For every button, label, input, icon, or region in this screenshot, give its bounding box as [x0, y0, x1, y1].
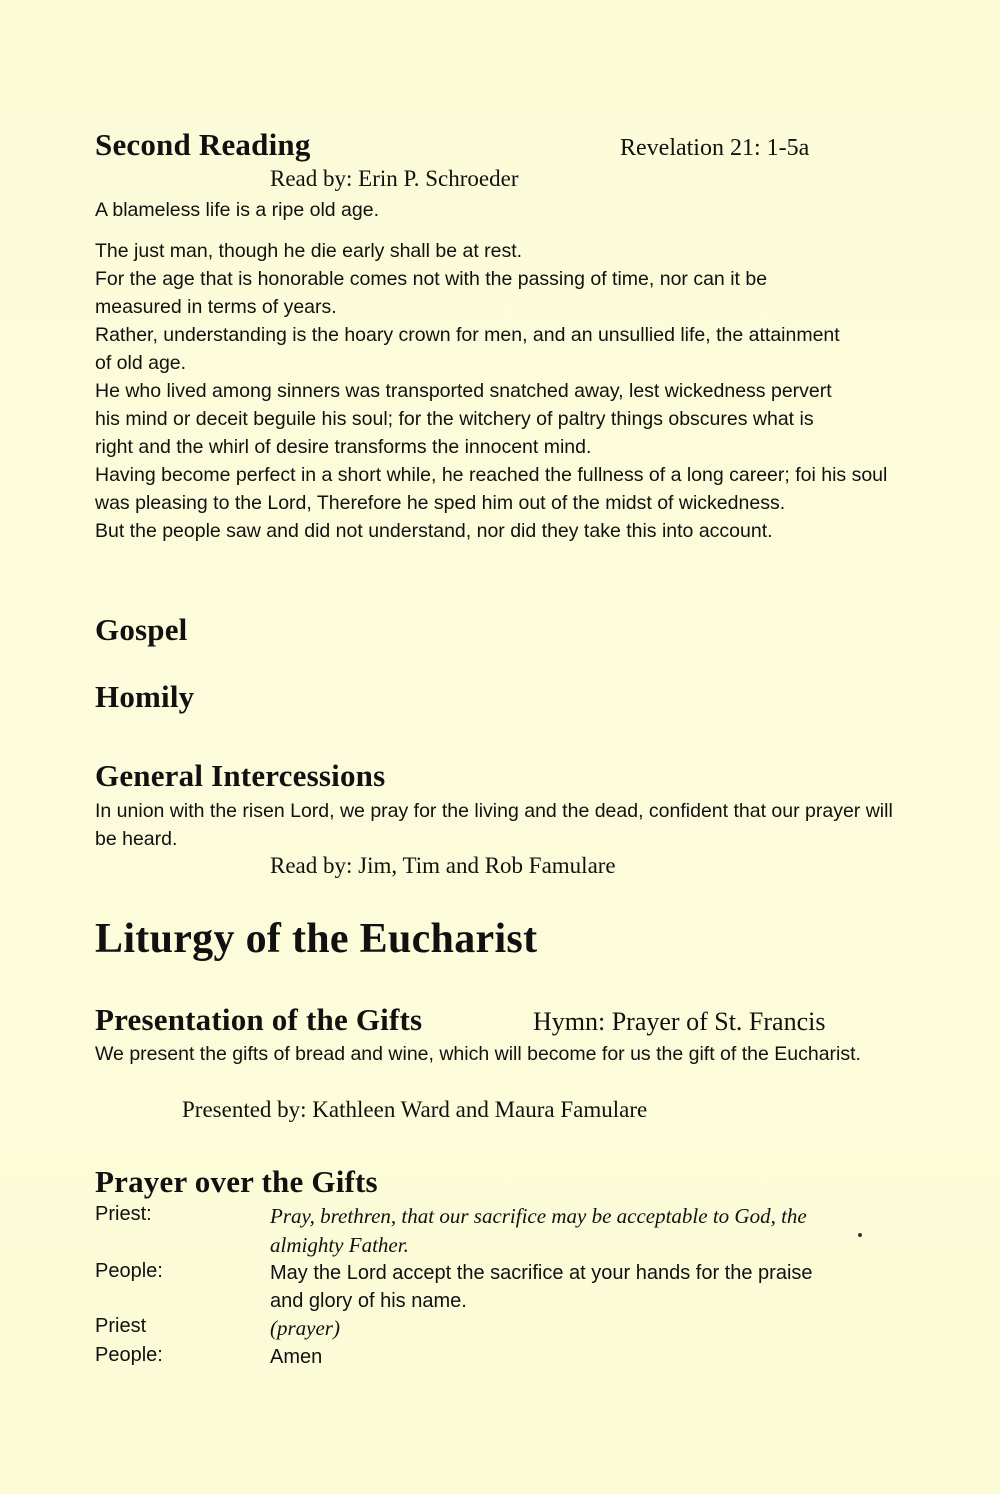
prayer-role-people: People: [95, 1260, 163, 1282]
prayer-priest-line-2: (prayer) [270, 1316, 340, 1340]
second-reading-reader: Read by: Erin P. Schroeder [270, 166, 519, 191]
intercessions-text: In union with the risen Lord, we pray for the living and the dead, confident that our prayer will be heard. [95, 800, 893, 850]
gifts-presenters: Presented by: Kathleen Ward and Maura Famulare [182, 1097, 648, 1122]
gifts-hymn: Hymn: Prayer of St. Francis [533, 1007, 826, 1036]
reading-paragraph: He who lived among sinners was transported snatched away, lest wickedness pervert his mind or deceit beguile his soul; for the witchery of paltry things obscures what is right and the whirl of desire transforms the innocent mind. [95, 380, 832, 458]
eucharist-title: Liturgy of the Eucharist [95, 916, 538, 962]
reading-paragraph: Rather, understanding is the hoary crown for men, and an unsullied life, the attainment of old age. [95, 324, 840, 374]
prayer-role-priest-2: Priest [95, 1315, 147, 1337]
second-reading-heading: Second Reading [95, 127, 311, 162]
print-speck [858, 1233, 862, 1237]
gifts-heading: Presentation of the Gifts [95, 1002, 423, 1037]
gospel-heading: Gospel [95, 612, 188, 647]
prayer-role-priest: Priest: [95, 1203, 152, 1225]
intercessions-heading: General Intercessions [95, 758, 386, 793]
second-reading-citation: Revelation 21: 1-5a [620, 135, 810, 161]
homily-heading: Homily [95, 679, 195, 714]
second-reading-intro: A blameless life is a ripe old age. [95, 199, 379, 221]
intercessions-reader: Read by: Jim, Tim and Rob Famulare [270, 853, 616, 878]
prayer-role-people-2: People: [95, 1344, 163, 1366]
prayer-heading: Prayer over the Gifts [95, 1164, 378, 1199]
prayer-people-line: May the Lord accept the sacrifice at your hands for the praise and glory of his name. [270, 1262, 813, 1312]
gifts-text: We present the gifts of bread and wine, which will become for us the gift of the Eucharist. [95, 1043, 861, 1065]
prayer-people-line-2: Amen [270, 1346, 323, 1368]
second-reading-text [95, 237, 915, 545]
reading-paragraph: The just man, though he die early shall be at rest. [95, 240, 523, 262]
reading-paragraph: For the age that is honorable comes not with the passing of time, nor can it be measured in terms of years. [95, 268, 768, 318]
prayer-priest-line: Pray, brethren, that our sacrifice may be acceptable to God, the almighty Father. [270, 1204, 807, 1257]
reading-paragraph: But the people saw and did not understand, nor did they take this into account. [95, 520, 773, 542]
reading-paragraph: Having become perfect in a short while, he reached the fullness of a long career; foi his soul was pleasing to the Lord, Therefore he sped him out of the midst of wickedness. [95, 464, 888, 514]
